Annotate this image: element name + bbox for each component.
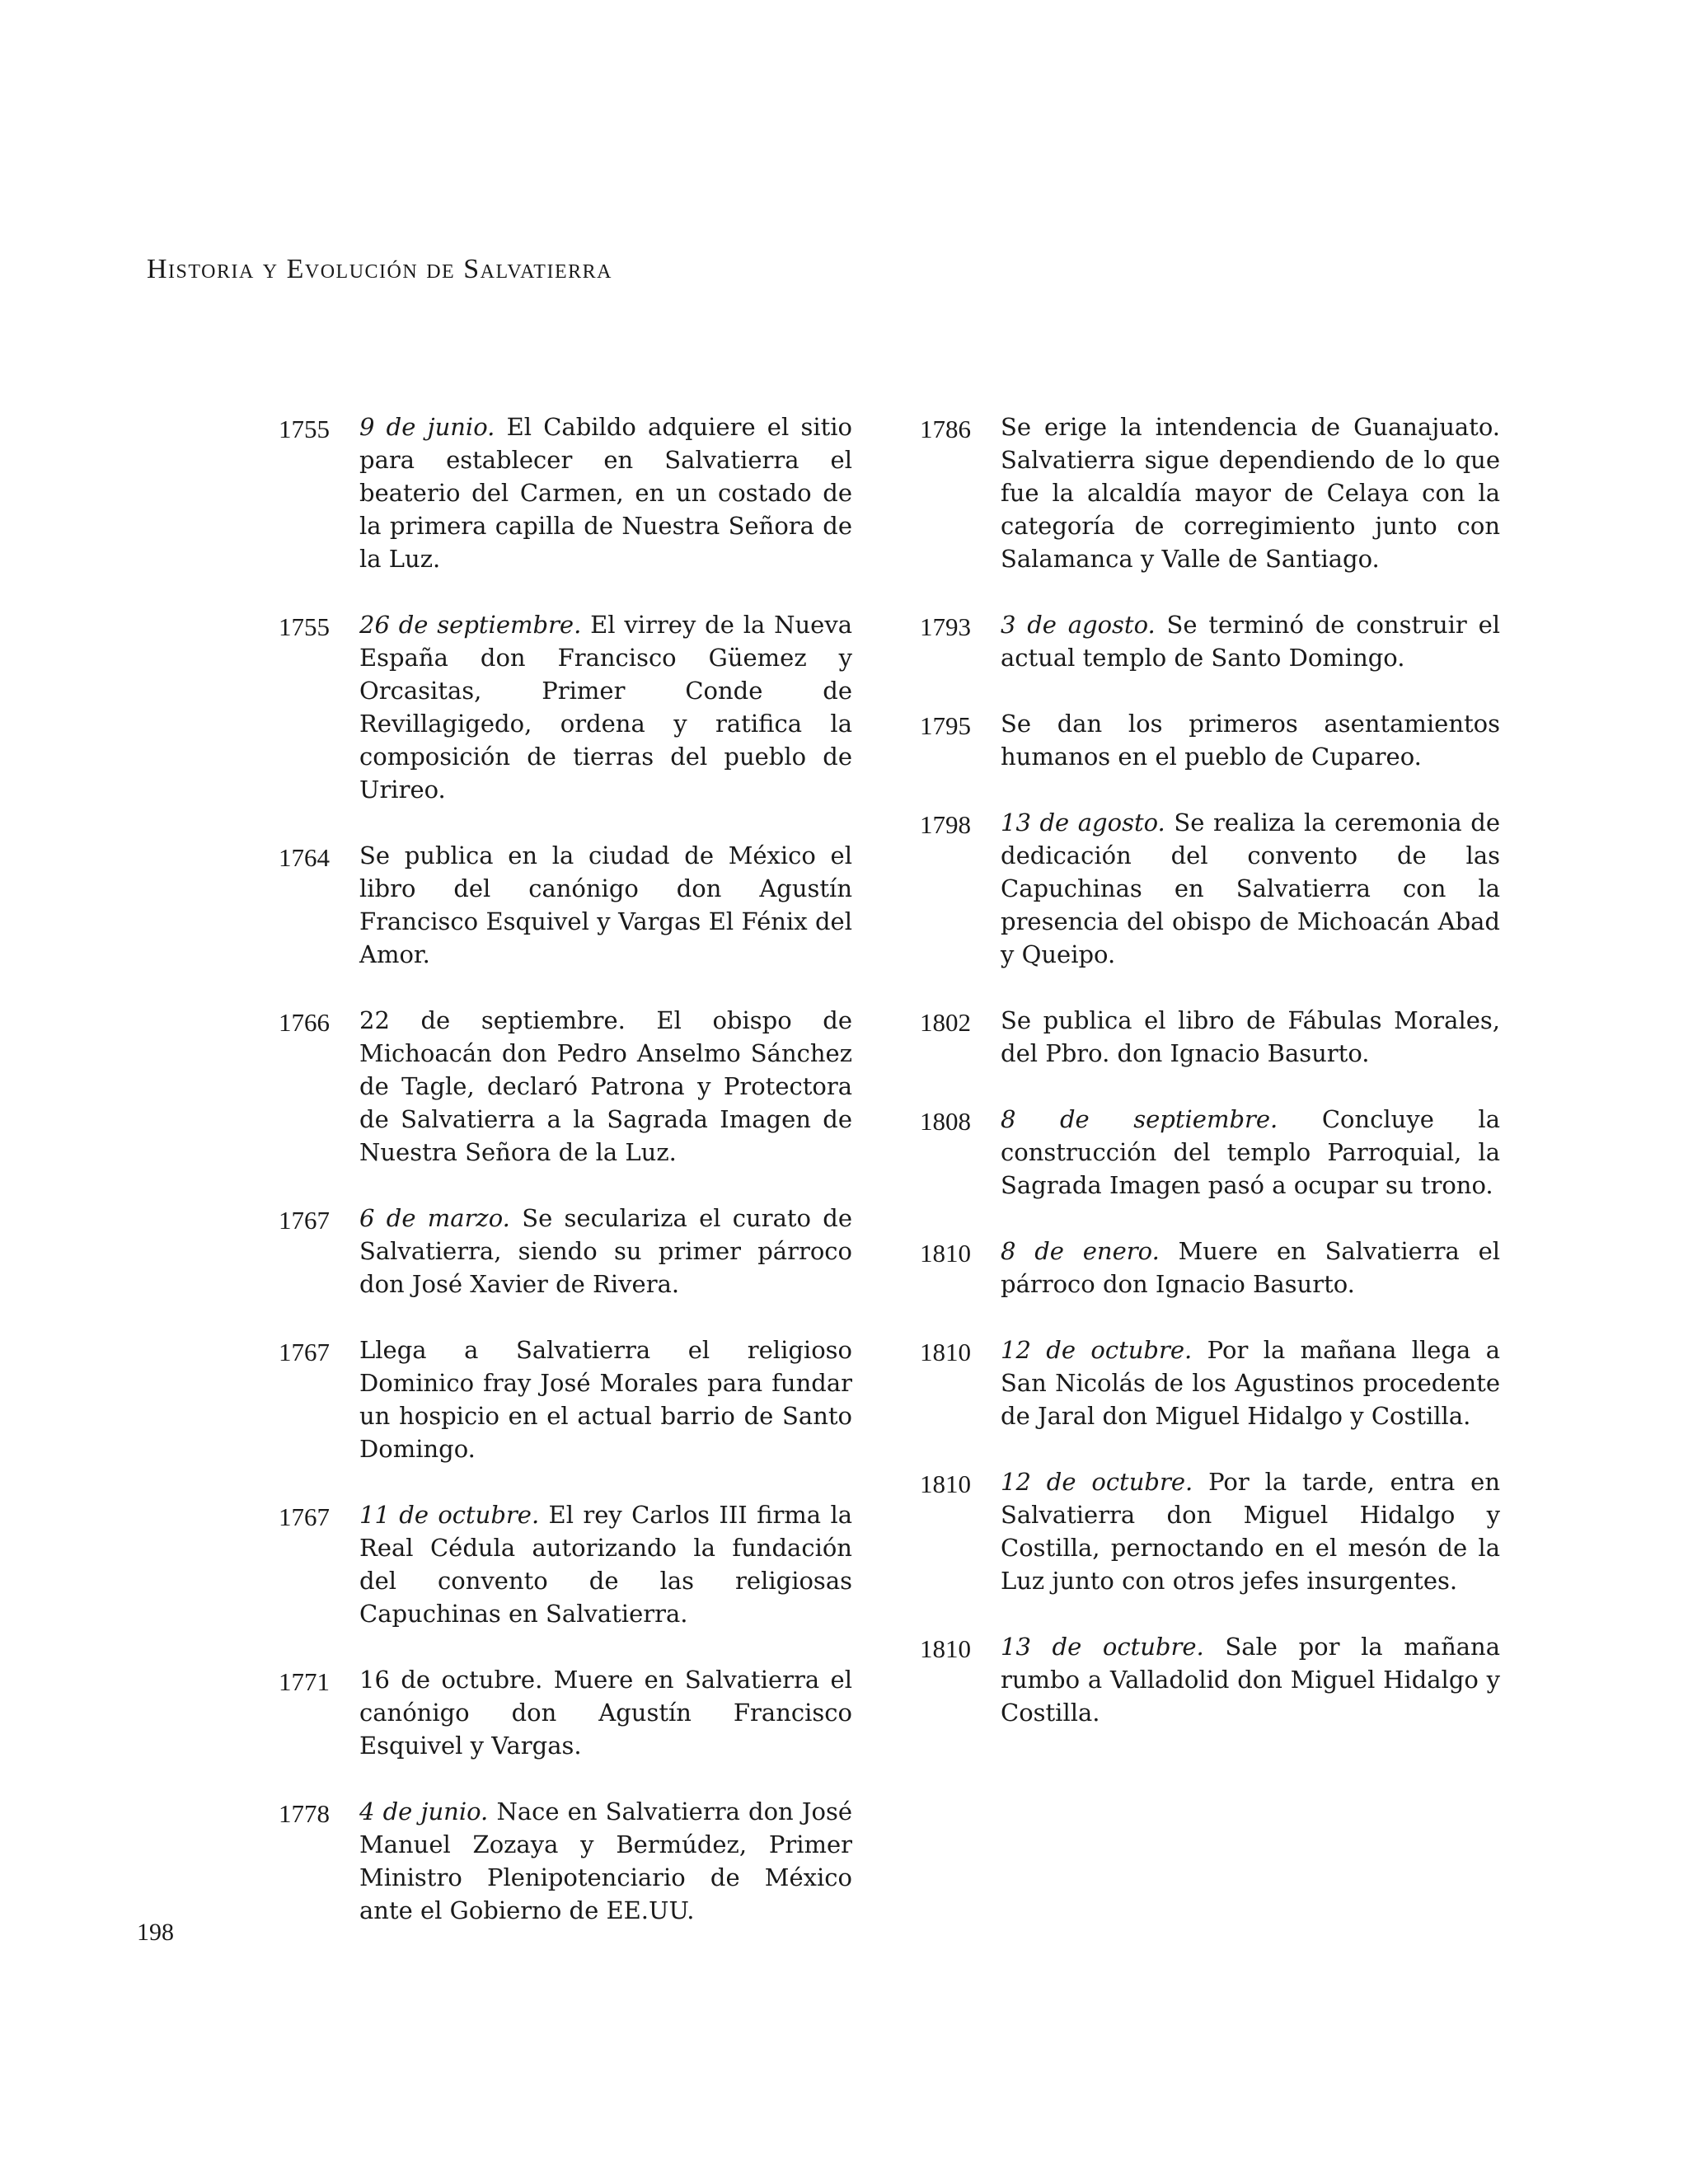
entry-year: 1795 (920, 711, 971, 740)
chronology-entry (279, 410, 852, 575)
entry-year: 1767 (279, 1502, 330, 1531)
entry-date: 6 de marzo. (359, 1204, 510, 1232)
entry-text-block (359, 608, 852, 806)
entry-text-block (1001, 1333, 1500, 1432)
entry-year: 1793 (920, 612, 971, 641)
entry-date: 26 de septiembre. (359, 611, 582, 639)
entry-description: Por la tarde, entra en Salvatierra don Miguel Hidalgo y Costilla, pernoctando en el mesón de la Luz junto con otros jefes insurgentes. (1001, 1468, 1500, 1595)
chronology-entry (920, 1103, 1500, 1202)
entry-text-block (1001, 806, 1500, 971)
chronology-entry (920, 707, 1500, 773)
entry-text-block (359, 1333, 852, 1465)
entry-description: Sale por la mañana rumbo a Valladolid don Miguel Hidalgo y Costilla. (1001, 1633, 1501, 1727)
entry-description: Se seculariza el curato de Salvatierra, siendo su primer párroco don José Xavier de Rivera. (359, 1204, 853, 1298)
entry-text-block (359, 1498, 852, 1630)
chronology-entry (920, 806, 1500, 971)
entry-text-block (359, 410, 852, 575)
chronology-entry (279, 608, 852, 806)
entry-year: 1810 (920, 1634, 971, 1663)
entry-year: 1810 (920, 1469, 971, 1498)
entry-year: 1767 (279, 1206, 330, 1235)
chronology-entry (920, 1235, 1500, 1301)
entry-description: Por la mañana llega a San Nicolás de los Agustinos procedente de Jaral don Miguel Hidalgo y Costilla. (1001, 1336, 1500, 1430)
entry-description: Se publica en la ciudad de México el libro del canónigo don Agustín Francisco Esquivel y Vargas El Fénix del Amor. (359, 841, 852, 968)
entry-year: 1778 (279, 1799, 330, 1828)
chronology-entry (920, 410, 1500, 575)
entry-date: 12 de octubre. (1001, 1336, 1193, 1364)
entry-date: 13 de octubre. (1001, 1633, 1204, 1661)
entry-year: 1755 (279, 415, 330, 443)
entry-text-block (359, 1663, 852, 1762)
entry-text-block (1001, 1630, 1500, 1729)
entry-description: Se realiza la ceremonia de dedicación del convento de las Capuchinas en Salvatierra con la presencia del obispo de Michoacán Abad y Queipo. (1001, 808, 1500, 968)
entry-description: 22 de septiembre. El obispo de Michoacán don Pedro Anselmo Sánchez de Tagle, declaró Patrona y Protectora de Salvatierra a la Sagrada Imagen de Nuestra Señora de la Luz. (359, 1006, 852, 1166)
entry-text-block (1001, 1465, 1500, 1597)
entry-year: 1766 (279, 1008, 330, 1037)
entry-description: El Cabildo adquiere el sitio para establecer en Salvatierra el beaterio del Carmen, en un costado de la primera capilla de Nuestra Señora de la Luz. (359, 413, 852, 573)
chronology-right-column (920, 410, 1500, 1762)
running-header: Historia y Evolución de Salvatierra (147, 254, 612, 284)
chronology-entry (920, 1333, 1500, 1432)
entry-year: 1764 (279, 843, 330, 872)
entry-text-block (1001, 410, 1500, 575)
entry-year: 1798 (920, 810, 971, 839)
entry-description: Se terminó de construir el actual templo de Santo Domingo. (1001, 611, 1501, 672)
entry-date: 8 de enero. (1001, 1237, 1160, 1265)
entry-text-block (1001, 1235, 1500, 1301)
entry-year: 1810 (920, 1338, 971, 1366)
entry-year: 1771 (279, 1667, 330, 1696)
chronology-entry (279, 1498, 852, 1630)
entry-description: 16 de octubre. Muere en Salvatierra el canónigo don Agustín Francisco Esquivel y Vargas. (359, 1666, 852, 1760)
entry-description: Concluye la construcción del templo Parroquial, la Sagrada Imagen pasó a ocupar su trono. (1001, 1105, 1500, 1199)
chronology-entry (920, 1630, 1500, 1729)
entry-date: 3 de agosto. (1001, 611, 1156, 639)
chronology-entry (279, 1663, 852, 1762)
entry-description: El rey Carlos III firma la Real Cédula autorizando la fundación del convento de las religiosas Capuchinas en Salvatierra. (359, 1501, 853, 1628)
entry-text-block (359, 1202, 852, 1301)
chronology-entry (279, 839, 852, 971)
entry-text-block (1001, 1004, 1500, 1070)
entry-text-block (359, 1795, 852, 1927)
entry-description: El virrey de la Nueva España don Francisco Güemez y Orcasitas, Primer Conde de Revillagigedo, ordena y ratifica la composición de tierras del pueblo de Urireo. (359, 611, 852, 804)
entry-text-block (1001, 608, 1500, 674)
entry-description: Nace en Salvatierra don José Manuel Zozaya y Bermúdez, Primer Ministro Plenipotenciario de México ante el Gobierno de EE.UU. (359, 1797, 852, 1924)
entry-year: 1802 (920, 1008, 971, 1037)
entry-year: 1767 (279, 1338, 330, 1366)
page-number: 198 (137, 1919, 174, 1946)
entry-date: 8 de septiembre. (1001, 1105, 1278, 1133)
entry-description: Se dan los primeros asentamientos humanos en el pueblo de Cupareo. (1001, 710, 1500, 771)
entry-year: 1786 (920, 415, 971, 443)
entry-description: Se erige la intendencia de Guanajuato. Salvatierra sigue dependiendo de lo que fue la alcaldía mayor de Celaya con la categoría de corregimiento junto con Salamanca y Valle de Santiago. (1001, 413, 1500, 573)
entry-year: 1808 (920, 1107, 971, 1136)
entry-text-block (1001, 1103, 1500, 1202)
chronology-entry (920, 1004, 1500, 1070)
entry-year: 1810 (920, 1239, 971, 1268)
chronology-entry (920, 1465, 1500, 1597)
chronology-entry (279, 1333, 852, 1465)
entry-date: 11 de octubre. (359, 1501, 540, 1529)
chronology-entry (279, 1795, 852, 1927)
chronology-entry (279, 1004, 852, 1169)
chronology-left-column (279, 410, 852, 1960)
chronology-entry (279, 1202, 852, 1301)
entry-text-block (359, 839, 852, 971)
entry-year: 1755 (279, 612, 330, 641)
entry-date: 9 de junio. (359, 413, 495, 441)
entry-date: 12 de octubre. (1001, 1468, 1193, 1496)
entry-text-block (359, 1004, 852, 1169)
entry-description: Se publica el libro de Fábulas Morales, del Pbro. don Ignacio Basurto. (1001, 1006, 1500, 1067)
entry-text-block (1001, 707, 1500, 773)
entry-description: Muere en Salvatierra el párroco don Ignacio Basurto. (1001, 1237, 1501, 1298)
entry-description: Llega a Salvatierra el religioso Dominico fray José Morales para fundar un hospicio en el actual barrio de Santo Domingo. (359, 1336, 852, 1463)
entry-date: 13 de agosto. (1001, 808, 1165, 837)
entry-date: 4 de junio. (359, 1797, 489, 1825)
chronology-entry (920, 608, 1500, 674)
